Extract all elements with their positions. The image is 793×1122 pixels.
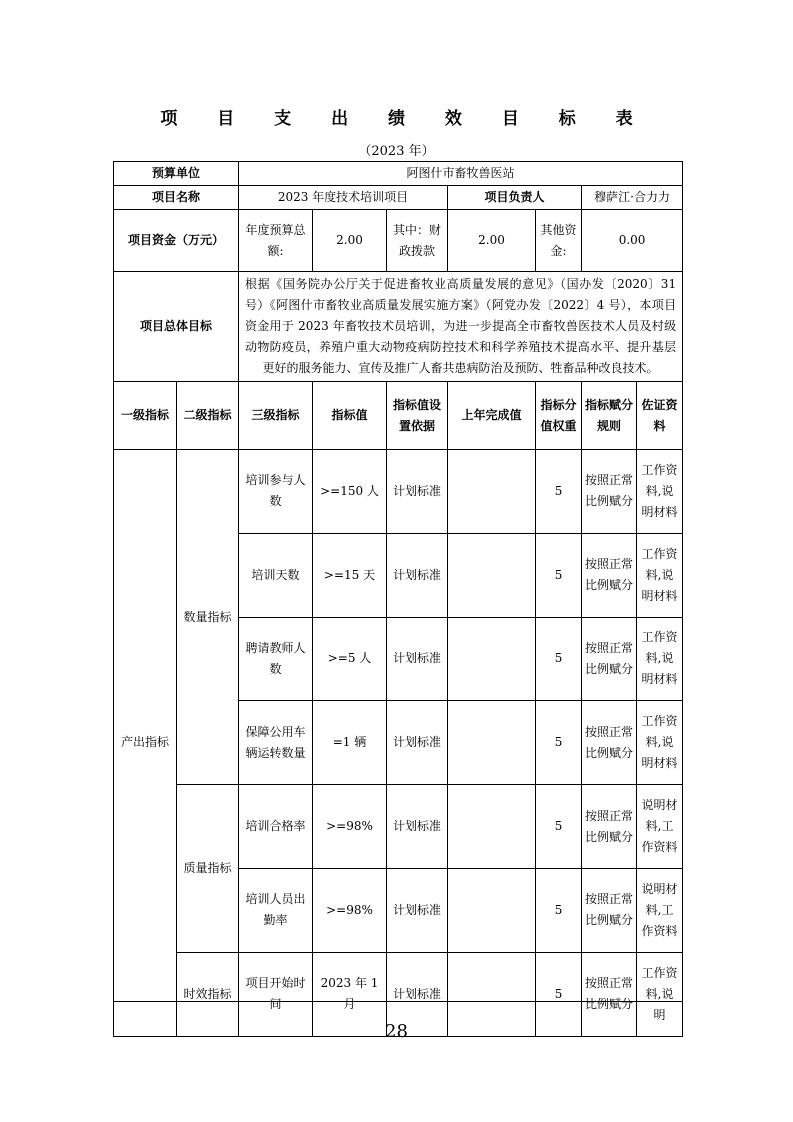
project-funds-row <box>114 210 683 272</box>
project-name-row <box>114 186 683 210</box>
proof-material: 工作资料,说明材料 <box>637 701 683 785</box>
overall-goal-label: 项目总体目标 <box>114 272 239 382</box>
basis-header: 指标值设置依据 <box>387 382 448 450</box>
scoring-rule: 按照正常比例赋分 <box>582 450 637 534</box>
level2-indicator: 数量指标 <box>177 450 239 785</box>
indicator-value: >=98% <box>313 868 387 952</box>
indicator-weight: 5 <box>536 450 582 534</box>
scoring-rule: 按照正常比例赋分 <box>582 617 637 701</box>
scoring-rule: 按照正常比例赋分 <box>582 868 637 952</box>
proof-material: 工作资料,说明材料 <box>637 450 683 534</box>
proof-material: 说明材料,工作资料 <box>637 785 683 869</box>
value-header: 指标值 <box>313 382 387 450</box>
indicator-basis: 计划标准 <box>387 868 448 952</box>
indicator-weight: 5 <box>536 533 582 617</box>
indicator-value: >=98% <box>313 785 387 869</box>
scoring-rule: 按照正常比例赋分 <box>582 533 637 617</box>
project-name-value: 2023 年度技术培训项目 <box>239 186 448 210</box>
project-leader-value: 穆萨江·合力力 <box>582 186 683 210</box>
project-funds-label: 项目资金（万元） <box>114 210 239 272</box>
budget-unit-label: 预算单位 <box>114 162 239 186</box>
indicator-basis: 计划标准 <box>387 450 448 534</box>
other-funds-value: 0.00 <box>582 210 683 272</box>
indicator-basis: 计划标准 <box>387 701 448 785</box>
indicator-row <box>114 450 683 534</box>
proof-material: 工作资料,说明 <box>637 952 683 1036</box>
indicator-weight: 5 <box>536 785 582 869</box>
last-year-value <box>448 533 536 617</box>
level1-header: 一级指标 <box>114 382 177 450</box>
scoring-rule: 按照正常比例赋分 <box>582 952 637 1036</box>
level2-indicator: 时效指标 <box>177 952 239 1036</box>
other-funds-label: 其他资金: <box>536 210 582 272</box>
budget-unit-row <box>114 162 683 186</box>
indicator-basis: 计划标准 <box>387 952 448 1036</box>
indicator-value: 2023 年 1 月 <box>313 952 387 1036</box>
indicator-name: 培训人员出勤率 <box>239 868 313 952</box>
budget-unit-value: 阿图什市畜牧兽医站 <box>239 162 683 186</box>
annual-budget-label: 年度预算总额: <box>239 210 313 272</box>
scoring-rule: 按照正常比例赋分 <box>582 701 637 785</box>
last-year-value <box>448 450 536 534</box>
indicator-value: >=150 人 <box>313 450 387 534</box>
indicator-name: 聘请教师人数 <box>239 617 313 701</box>
indicator-weight: 5 <box>536 617 582 701</box>
indicator-weight: 5 <box>536 868 582 952</box>
proof-material: 说明材料,工作资料 <box>637 868 683 952</box>
indicator-basis: 计划标准 <box>387 785 448 869</box>
project-name-label: 项目名称 <box>114 186 239 210</box>
rule-header: 指标赋分规则 <box>582 382 637 450</box>
overall-goal-text: 根据《国务院办公厅关于促进畜牧业高质量发展的意见》（国办发〔2020〕31 号）《阿图什市畜牧业高质量发展实施方案》（阿党办发〔2022〕4 号），本项目资金用于 2023 年畜牧技术员培训，为进一步提高全市畜牧兽医技术人员及村级动物防疫员，养殖户重大动物疫病防控技术和科学养殖技术提高水平、提升基层更好的服务能力、宣传及推广人畜共患病防治及预防、牲畜品种改良技术。 <box>239 272 683 382</box>
level1-indicator: 产出指标 <box>114 450 177 1037</box>
indicator-header-row <box>114 382 683 450</box>
fiscal-funds-value: 2.00 <box>448 210 536 272</box>
indicator-name: 培训参与人数 <box>239 450 313 534</box>
annual-budget-value: 2.00 <box>313 210 387 272</box>
proof-material: 工作资料,说明材料 <box>637 617 683 701</box>
project-leader-label: 项目负责人 <box>448 186 582 210</box>
indicator-basis: 计划标准 <box>387 533 448 617</box>
level2-indicator: 质量指标 <box>177 785 239 953</box>
level3-header: 三级指标 <box>239 382 313 450</box>
last-year-value <box>448 701 536 785</box>
proof-material: 工作资料,说明材料 <box>637 533 683 617</box>
indicator-basis: 计划标准 <box>387 617 448 701</box>
last-year-value <box>448 617 536 701</box>
table-continuation-edge <box>113 1001 682 1002</box>
indicator-name: 项目开始时间 <box>239 952 313 1036</box>
indicator-weight: 5 <box>536 952 582 1036</box>
last-year-value <box>448 868 536 952</box>
page-title: 项 目 支 出 绩 效 目 标 表 <box>160 109 650 129</box>
performance-target-table <box>113 161 683 1037</box>
indicator-value: >=5 人 <box>313 617 387 701</box>
page-number: 28 <box>385 1021 408 1042</box>
scoring-rule: 按照正常比例赋分 <box>582 785 637 869</box>
last-year-header: 上年完成值 <box>448 382 536 450</box>
indicator-row <box>114 785 683 869</box>
indicator-weight: 5 <box>536 701 582 785</box>
proof-header: 佐证资料 <box>637 382 683 450</box>
year-subtitle: （2023 年） <box>358 144 435 159</box>
indicator-name: 培训天数 <box>239 533 313 617</box>
indicator-value: =1 辆 <box>313 701 387 785</box>
level2-header: 二级指标 <box>177 382 239 450</box>
weight-header: 指标分值权重 <box>536 382 582 450</box>
overall-goal-row <box>114 272 683 382</box>
indicator-value: >=15 天 <box>313 533 387 617</box>
fiscal-funds-label: 其中：财政拨款 <box>387 210 448 272</box>
indicator-name: 保障公用车辆运转数量 <box>239 701 313 785</box>
indicator-name: 培训合格率 <box>239 785 313 869</box>
last-year-value <box>448 785 536 869</box>
